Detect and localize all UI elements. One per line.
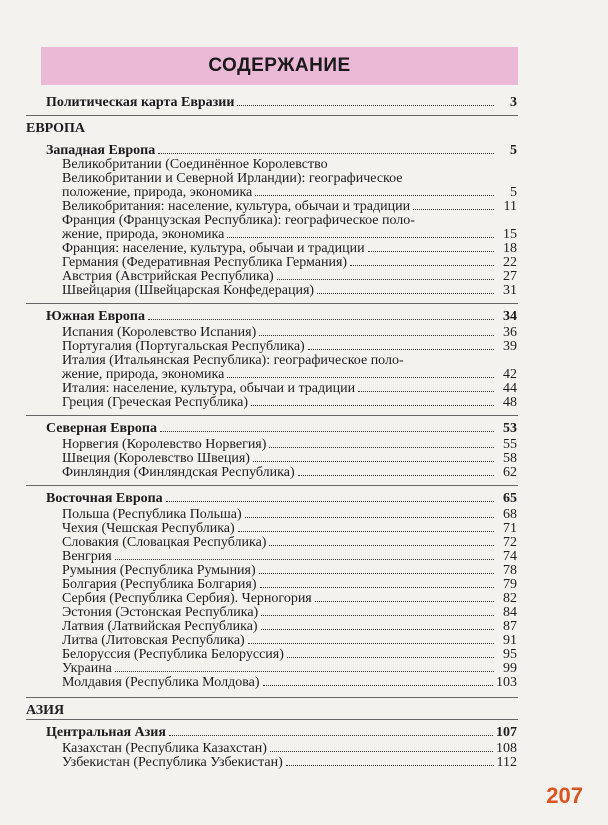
toc-entry[interactable]: [62, 755, 517, 771]
dot-leader: [260, 577, 494, 588]
entry-title: Украина: [62, 661, 112, 676]
dot-leader: [368, 241, 494, 252]
dot-leader: [287, 647, 494, 658]
dot-leader: [308, 339, 494, 350]
dot-leader: [269, 535, 494, 546]
entry-title: Испания (Королевство Испания): [62, 325, 257, 340]
entry-title: Швейцария (Швейцарская Конфедерация): [62, 283, 315, 298]
entry-page-number: 44: [503, 381, 517, 396]
entry-title: Восточная Европа: [46, 491, 163, 506]
section-divider: [26, 485, 518, 486]
section-entry[interactable]: [46, 725, 517, 741]
dot-leader: [269, 437, 494, 448]
entry-title: Центральная Азия: [46, 725, 166, 740]
entry-page-number: 79: [503, 577, 517, 592]
entry-page-number: 55: [503, 437, 517, 452]
section-entry[interactable]: [46, 421, 517, 437]
dot-leader: [263, 675, 493, 686]
entry-page-number: 72: [503, 535, 517, 550]
dot-leader: [358, 381, 494, 392]
entry-title: Венгрия: [62, 549, 112, 564]
entry-page-number: 103: [496, 675, 517, 690]
dot-leader: [259, 325, 494, 336]
entry-page-number: 65: [503, 491, 517, 506]
toc-entry[interactable]: [62, 395, 517, 411]
entry-title: Сербия (Республика Сербия). Черногория: [62, 591, 312, 606]
entry-title: Швеция (Королевство Швеция): [62, 451, 250, 466]
entry-page-number: 78: [503, 563, 517, 578]
entry-title: Словакия (Словацкая Республика): [62, 535, 267, 550]
toc-entry[interactable]: [62, 465, 517, 481]
entry-page-number: 71: [503, 521, 517, 536]
entry-page-number: 11: [503, 199, 517, 214]
entry-page-number: 39: [503, 339, 517, 354]
entry-title: Южная Европа: [46, 309, 145, 324]
entry-page-number: 36: [503, 325, 517, 340]
entry-title: Казахстан (Республика Казахстан): [62, 741, 267, 756]
entry-title: Болгария (Республика Болгария): [62, 577, 257, 592]
dot-leader: [259, 563, 494, 574]
entry-title: жение, природа, экономика: [62, 367, 225, 382]
toc-entry[interactable]: [62, 675, 517, 691]
contents-header: [41, 47, 518, 85]
entry-title: Чехия (Чешская Республика): [62, 521, 235, 536]
entry-title: Белоруссия (Республика Белоруссия): [62, 647, 284, 662]
entry-title: Франция: население, культура, обычаи и традиции: [62, 241, 365, 256]
dot-leader: [166, 491, 494, 502]
dot-leader: [158, 143, 494, 154]
entry-title: Литва (Литовская Республика): [62, 633, 245, 648]
entry-page-number: 62: [503, 465, 517, 480]
entry-page-number: 99: [503, 661, 517, 676]
dot-leader: [413, 199, 494, 210]
dot-leader: [160, 421, 494, 432]
part-heading: ЕВРОПА: [26, 121, 86, 136]
section-entry[interactable]: [46, 95, 517, 111]
dot-leader: [261, 619, 494, 630]
entry-title: Италия: население, культура, обычаи и традиции: [62, 381, 356, 396]
entry-title: жение, природа, экономика: [62, 227, 225, 242]
entry-page-number: 82: [503, 591, 517, 606]
entry-title: Австрия (Австрийская Республика): [62, 269, 274, 284]
dot-leader: [317, 283, 494, 294]
dot-leader: [237, 95, 494, 106]
entry-title: Великобритания: население, культура, обычаи и традиции: [62, 199, 411, 214]
entry-page-number: 31: [503, 283, 517, 298]
dot-leader: [238, 521, 494, 532]
entry-title: Западная Европа: [46, 143, 156, 158]
dot-leader: [227, 367, 494, 378]
section-divider: [26, 303, 518, 304]
entry-page-number: 91: [503, 633, 517, 648]
dot-leader: [251, 395, 494, 406]
part-heading: АЗИЯ: [26, 703, 65, 718]
entry-title: Эстония (Эстонская Республика): [62, 605, 259, 620]
dot-leader: [315, 591, 494, 602]
entry-page-number: 84: [503, 605, 517, 620]
entry-page-number: 42: [503, 367, 517, 382]
entry-title: Узбекистан (Республика Узбекистан): [62, 755, 283, 770]
entry-page-number: 112: [496, 755, 517, 770]
entry-page-number: 68: [503, 507, 517, 522]
section-divider: [26, 115, 518, 116]
dot-leader: [277, 269, 494, 280]
section-entry[interactable]: [46, 309, 517, 325]
toc-entry-text: Италия (Итальянская Республика): географическое поло-: [62, 353, 404, 368]
toc-entry-text: Великобритании (Соединённое Королевство: [62, 157, 328, 172]
entry-page-number: 48: [503, 395, 517, 410]
entry-page-number: 108: [496, 741, 517, 756]
dot-leader: [227, 227, 494, 238]
entry-page-number: 15: [503, 227, 517, 242]
entry-title: Германия (Федеративная Республика Германия): [62, 255, 348, 270]
dot-leader: [148, 309, 494, 320]
page-title: СОДЕРЖАНИЕ: [208, 55, 351, 76]
page-number: 207: [546, 783, 583, 808]
dot-leader: [169, 725, 493, 736]
entry-title: Латвия (Латвийская Республика): [62, 619, 258, 634]
entry-title: Политическая карта Евразии: [46, 95, 235, 110]
entry-title: Португалия (Португальская Республика): [62, 339, 305, 354]
entry-title: Молдавия (Республика Молдова): [62, 675, 260, 690]
entry-page-number: 34: [503, 309, 517, 324]
entry-title: Северная Европа: [46, 421, 157, 436]
dot-leader: [286, 755, 494, 766]
entry-title: Норвегия (Королевство Норвегия): [62, 437, 267, 452]
entry-title: положение, природа, экономика: [62, 185, 253, 200]
dot-leader: [115, 549, 494, 560]
dot-leader: [115, 661, 494, 672]
entry-page-number: 27: [503, 269, 517, 284]
section-divider: [26, 415, 518, 416]
entry-page-number: 22: [503, 255, 517, 270]
dot-leader: [245, 507, 494, 518]
entry-page-number: 18: [503, 241, 517, 256]
section-divider: [26, 719, 518, 720]
dot-leader: [253, 451, 494, 462]
entry-page-number: 58: [503, 451, 517, 466]
dot-leader: [255, 185, 494, 196]
toc-entry-text: Великобритании и Северной Ирландии): географическое: [62, 171, 403, 186]
entry-title: Польша (Республика Польша): [62, 507, 242, 522]
dot-leader: [270, 741, 493, 752]
entry-page-number: 53: [503, 421, 517, 436]
toc-entry-text: Франция (Французская Республика): географическое поло-: [62, 213, 415, 228]
dot-leader: [248, 633, 494, 644]
section-divider: [26, 697, 518, 698]
entry-title: Греция (Греческая Республика): [62, 395, 249, 410]
entry-page-number: 3: [510, 95, 517, 110]
entry-page-number: 95: [503, 647, 517, 662]
dot-leader: [298, 465, 494, 476]
entry-title: Финляндия (Финляндская Республика): [62, 465, 295, 480]
entry-page-number: 107: [496, 725, 517, 740]
section-entry[interactable]: [46, 491, 517, 507]
entry-page-number: 5: [510, 143, 517, 158]
entry-page-number: 87: [503, 619, 517, 634]
dot-leader: [261, 605, 494, 616]
entry-page-number: 74: [503, 549, 517, 564]
entry-page-number: 5: [510, 185, 517, 200]
dot-leader: [350, 255, 494, 266]
toc-entry[interactable]: [62, 283, 517, 299]
entry-title: Румыния (Республика Румыния): [62, 563, 256, 578]
